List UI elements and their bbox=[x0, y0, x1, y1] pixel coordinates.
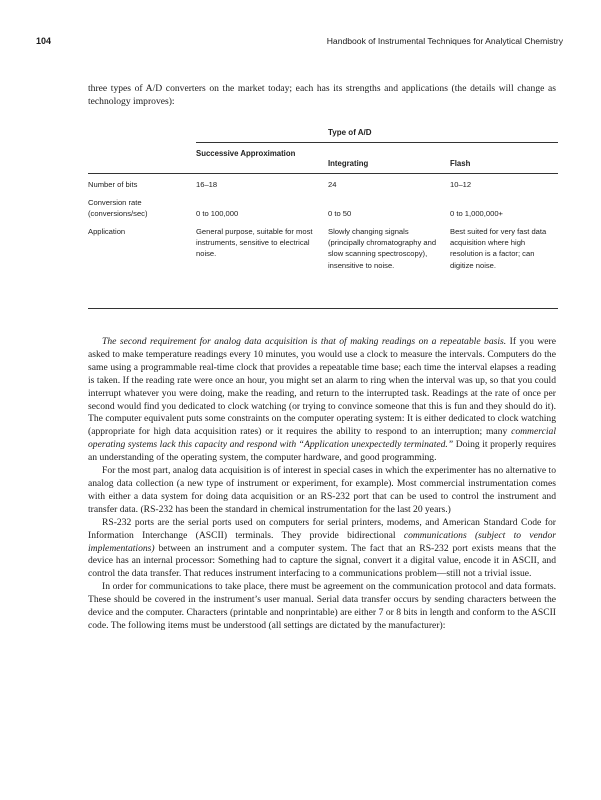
paragraph-clock-end: Doing it properly requires an understanding of the operating system, the computer hardware, and good programming. bbox=[88, 439, 556, 464]
table-rule-bottom bbox=[88, 308, 558, 309]
cell-bits-integrating: 24 bbox=[328, 180, 337, 189]
paragraph-clock-lead: The second requirement for analog data acquisition is that of making readings on a repeatable basis. bbox=[102, 336, 507, 347]
paragraph-clock bbox=[88, 336, 556, 465]
table-rule-top bbox=[196, 142, 558, 143]
row-label-bits: Number of bits bbox=[88, 180, 138, 189]
col-header-integrating: Integrating bbox=[328, 159, 369, 168]
intro-paragraph: three types of A/D converters on the market today; each has its strengths and applications (the details will change as technology improves): bbox=[88, 83, 556, 107]
col-header-successive: Successive Approximation bbox=[196, 149, 296, 158]
page-header bbox=[36, 36, 563, 50]
cell-bits-flash: 10–12 bbox=[450, 180, 472, 189]
row-label-application: Application bbox=[88, 227, 126, 236]
row-label-rate: Conversion rate (conversions/sec) bbox=[88, 198, 148, 219]
running-title: Handbook of Instrumental Techniques for Analytical Chemistry bbox=[326, 36, 563, 46]
table-rule-header bbox=[88, 173, 558, 174]
paragraph-rs232-end: between an instrument and a computer system. The fact that an RS-232 port exists means that the device has an internal processor: Something had to capture the signal, convert it a digital value, encode it in ASCII, and control the data transfer. That reduces instrument interfacing to a communications problem—still not a trivial issue. bbox=[88, 542, 556, 580]
page-number: 104 bbox=[36, 36, 52, 46]
paragraph-clock-body: If you were asked to make temperature readings every 10 minutes, you would use a clock to measure the intervals. Computers do the same using a programmable real-time clock that provides a repeatable time base; each time the interval elapses a reading is taken. If the reading rate were once an hour, you might set an alarm to ring when the interval was up, so that you could interrupt whatever you were doing, make the reading, and return to the interrupted task. Readings at the rate of once per second would find you dedicated to clock watching (or trying to convince someone that this is fun and they should do it). The computer equivalent puts some constraints on the computer operating system: It is either dedicated to clock watching (appropriate for high data acquisition rates) or it requires the ability to respond to an interruption; many bbox=[88, 336, 556, 438]
col-header-flash: Flash bbox=[450, 159, 471, 168]
paragraph-protocol: In order for communications to take place, there must be agreement on the communication protocol and data formats. These should be covered in the instrument’s user manual. Serial data transfer occurs by sending characters between the device and the computer. Characters (printable and nonprintable) are either 7 or 8 bits in length and conform to the ASCII code. The following items must be understood (all settings are dictated by the manufacturer): bbox=[88, 581, 556, 631]
paragraph-rs232-start: RS-232 ports are the serial ports used on computers for serial printers, modems, and American Standard Code for Information Interchange (ASCII) terminals. They provide bidirectional bbox=[88, 516, 556, 541]
paragraph-clock-italic: commercial operating systems lack this capacity and respond with “Application unexpectedly terminated.” bbox=[88, 426, 556, 451]
cell-bits-successive: 16–18 bbox=[196, 180, 218, 189]
paragraph-analog: For the most part, analog data acquisition is of interest in special cases in which the experimenter has no alternative to analog data collection (a new type of instrument or experiment, for example). Most commercial instrumentation comes with either a data system for doing data acquisition or an RS-232 port that can be used to control the instrument and transfer data. (RS-232 has been the standard in chemical instrumentation for the last 20 years.) bbox=[88, 465, 556, 515]
cell-rate-successive: 0 to 100,000 bbox=[196, 209, 239, 218]
paragraph-rs232-italic: communications (subject to vendor implementations) bbox=[88, 529, 556, 554]
body-text bbox=[88, 336, 556, 633]
cell-rate-flash: 0 to 1,000,000+ bbox=[450, 209, 503, 218]
cell-app-successive: General purpose, suitable for most instruments, sensitive to electrical noise. bbox=[196, 227, 313, 259]
cell-rate-integrating: 0 to 50 bbox=[328, 209, 352, 218]
cell-app-integrating: Slowly changing signals (principally chromatography and slow scanning spectroscopy), insensitive to noise. bbox=[328, 227, 437, 270]
cell-app-flash: Best suited for very fast data acquisition where high resolution is a factor; can digitize noise. bbox=[450, 227, 547, 270]
table-title: Type of A/D bbox=[328, 128, 372, 137]
paragraph-rs232 bbox=[88, 517, 556, 582]
